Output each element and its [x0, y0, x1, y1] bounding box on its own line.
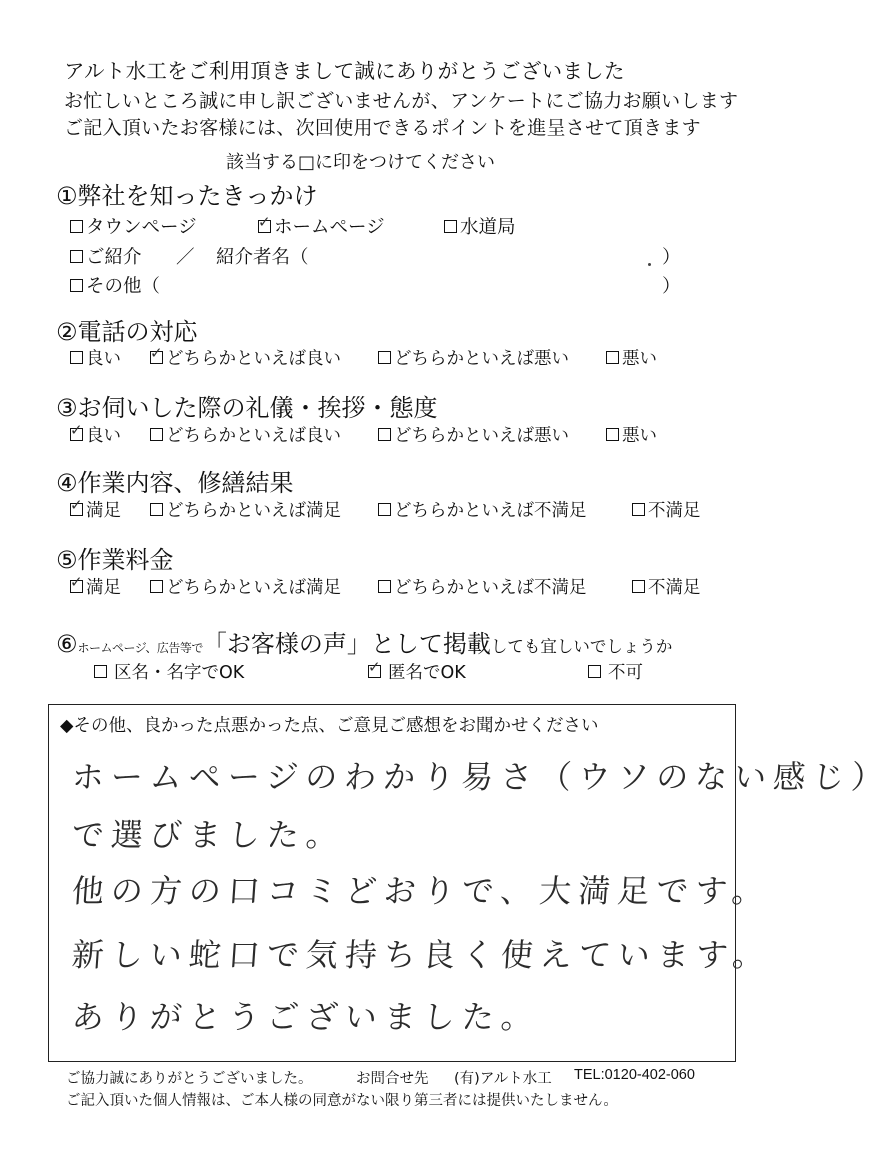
option-label: 匿名でOK	[388, 663, 466, 683]
option-label: 水道局	[460, 217, 516, 238]
q1-title: ①弊社を知ったきっかけ	[56, 182, 318, 210]
option-label: どちらかといえば悪い	[394, 426, 569, 446]
option-label: 不満足	[648, 578, 701, 598]
speck	[648, 263, 651, 266]
checkbox[interactable]	[378, 351, 391, 364]
q5-title: ⑤作業料金	[56, 546, 174, 574]
checkbox[interactable]	[70, 351, 83, 364]
option-label: どちらかといえば満足	[166, 501, 341, 521]
checkbox[interactable]	[258, 212, 271, 233]
checkbox[interactable]	[70, 220, 83, 233]
footer-privacy: ご記入頂いた個人情報は、ご本人様の同意がない限り第三者には提供いたしません。	[66, 1093, 618, 1109]
option-label: 満足	[86, 501, 121, 521]
option-label: タウンページ	[86, 217, 197, 238]
handwritten-line-1: ホームページのわかり易さ（ウソのない感じ）	[70, 758, 892, 796]
checkbox[interactable]	[70, 496, 83, 516]
footer-tel[interactable]: TEL:0120-402-060	[574, 1067, 695, 1083]
q5-option-somewhat-unsatisfied[interactable]	[378, 574, 587, 599]
check-mark-icon: ✓	[70, 421, 83, 439]
checkbox[interactable]	[70, 279, 83, 292]
option-label: ホームページ	[274, 217, 385, 238]
q2-title: ②電話の対応	[56, 318, 198, 346]
checkbox[interactable]	[378, 580, 391, 593]
q5-option-unsatisfied[interactable]	[632, 574, 701, 599]
checkbox[interactable]	[70, 421, 83, 441]
checkbox[interactable]	[378, 503, 391, 516]
q3-title: ③お伺いした際の礼儀・挨拶・態度	[56, 394, 438, 422]
introducer-label: 紹介者名（	[216, 247, 309, 268]
option-label: 不満足	[648, 501, 701, 521]
q1-option-townpage[interactable]	[70, 213, 197, 239]
checkbox[interactable]	[588, 665, 601, 678]
option-label: どちらかといえば満足	[166, 578, 341, 598]
checkbox[interactable]	[606, 428, 619, 441]
q2-option-somewhat-bad[interactable]	[378, 345, 569, 370]
q3-option-somewhat-bad[interactable]	[378, 422, 569, 447]
q4-option-somewhat-satisfied[interactable]	[150, 497, 341, 522]
q3-option-good[interactable]	[70, 422, 121, 447]
q6-number: ⑥	[56, 630, 78, 658]
q1-option-water-bureau[interactable]	[444, 213, 516, 239]
option-label: 悪い	[622, 426, 657, 446]
q6-option-not-allowed[interactable]	[588, 659, 643, 684]
option-label: 不可	[608, 663, 643, 683]
check-mark-icon: ✓	[70, 496, 83, 514]
checkbox[interactable]	[444, 220, 457, 233]
q6-prefix: ホームページ、広告等で	[77, 641, 203, 655]
q4-option-unsatisfied[interactable]	[632, 497, 701, 522]
intro-line-3: ご記入頂いたお客様には、次回使用できるポイントを進呈させて頂きます	[64, 117, 701, 139]
option-label: 区名・名字でOK	[114, 663, 245, 683]
q1-option-referral[interactable]	[70, 243, 142, 269]
comment-heading: ◆その他、良かった点悪かった点、ご意見ご感想をお聞かせください	[60, 716, 599, 736]
option-label: その他（	[86, 276, 161, 297]
q6-main: 「お客様の声」として掲載	[202, 630, 491, 658]
handwritten-line-3: 他の方の口コミどおりで、大満足です。	[70, 872, 773, 910]
q3-option-somewhat-good[interactable]	[150, 422, 341, 447]
slash: ／	[176, 247, 195, 268]
q4-option-somewhat-unsatisfied[interactable]	[378, 497, 587, 522]
footer-contact-label: お問合せ先	[356, 1071, 429, 1087]
option-label: ご紹介	[86, 247, 142, 268]
option-label: 良い	[86, 349, 121, 369]
option-label: どちらかといえば不満足	[394, 578, 587, 598]
q4-title: ④作業内容、修繕結果	[56, 469, 294, 497]
handwritten-line-5: ありがとうございました。	[70, 998, 542, 1036]
handwritten-line-4: 新しい蛇口で気持ち良く使えています。	[70, 936, 773, 974]
q6-option-name-ok[interactable]	[94, 659, 244, 684]
checkbox[interactable]	[632, 580, 645, 593]
option-label: 満足	[86, 578, 121, 598]
checkbox[interactable]	[632, 503, 645, 516]
footer-company: (有)アルト水工	[454, 1071, 552, 1087]
q5-option-somewhat-satisfied[interactable]	[150, 574, 341, 599]
q6-suffix: しても宜しいでしょうか	[490, 637, 673, 656]
close-paren: ）	[662, 247, 681, 268]
q6-title	[56, 624, 672, 659]
q2-option-good[interactable]	[70, 345, 121, 370]
option-label: どちらかといえば不満足	[394, 501, 587, 521]
check-mark-icon: ✓	[150, 344, 163, 362]
checkbox[interactable]	[150, 344, 163, 364]
q2-option-somewhat-good[interactable]	[150, 345, 341, 370]
checkbox[interactable]	[150, 428, 163, 441]
handwritten-line-2: で選びました。	[70, 816, 347, 854]
check-mark-icon: ✓	[70, 573, 83, 591]
q1-option-homepage[interactable]	[258, 213, 385, 239]
checkbox[interactable]	[378, 428, 391, 441]
intro-line-1: アルト水工をご利用頂きまして誠にありがとうございました	[64, 59, 625, 83]
checkbox[interactable]	[94, 665, 107, 678]
q5-option-satisfied[interactable]	[70, 574, 121, 599]
q6-option-anonymous-ok[interactable]	[368, 659, 466, 684]
checkbox[interactable]	[150, 503, 163, 516]
option-label: 良い	[86, 426, 121, 446]
option-label: どちらかといえば良い	[166, 426, 341, 446]
checkbox[interactable]	[368, 658, 381, 678]
q3-option-bad[interactable]	[606, 422, 657, 447]
checkbox[interactable]	[70, 573, 83, 593]
checkbox[interactable]	[606, 351, 619, 364]
check-mark-icon: ✓	[368, 658, 381, 676]
intro-line-2: お忙しいところ誠に申し訳ございませんが、アンケートにご協力お願いします	[64, 90, 739, 112]
option-label: どちらかといえば悪い	[394, 349, 569, 369]
q1-option-other[interactable]	[70, 272, 160, 298]
option-label: どちらかといえば良い	[166, 349, 341, 369]
q2-option-bad[interactable]	[606, 345, 657, 370]
check-mark-icon: ✓	[258, 212, 271, 231]
checkbox[interactable]	[150, 580, 163, 593]
instruction: 該当する□に印をつけてください	[226, 152, 496, 173]
option-label: 悪い	[622, 349, 657, 369]
q4-option-satisfied[interactable]	[70, 497, 121, 522]
checkbox[interactable]	[70, 250, 83, 263]
footer-thanks: ご協力誠にありがとうございました。	[66, 1071, 313, 1087]
close-paren: ）	[662, 276, 681, 297]
